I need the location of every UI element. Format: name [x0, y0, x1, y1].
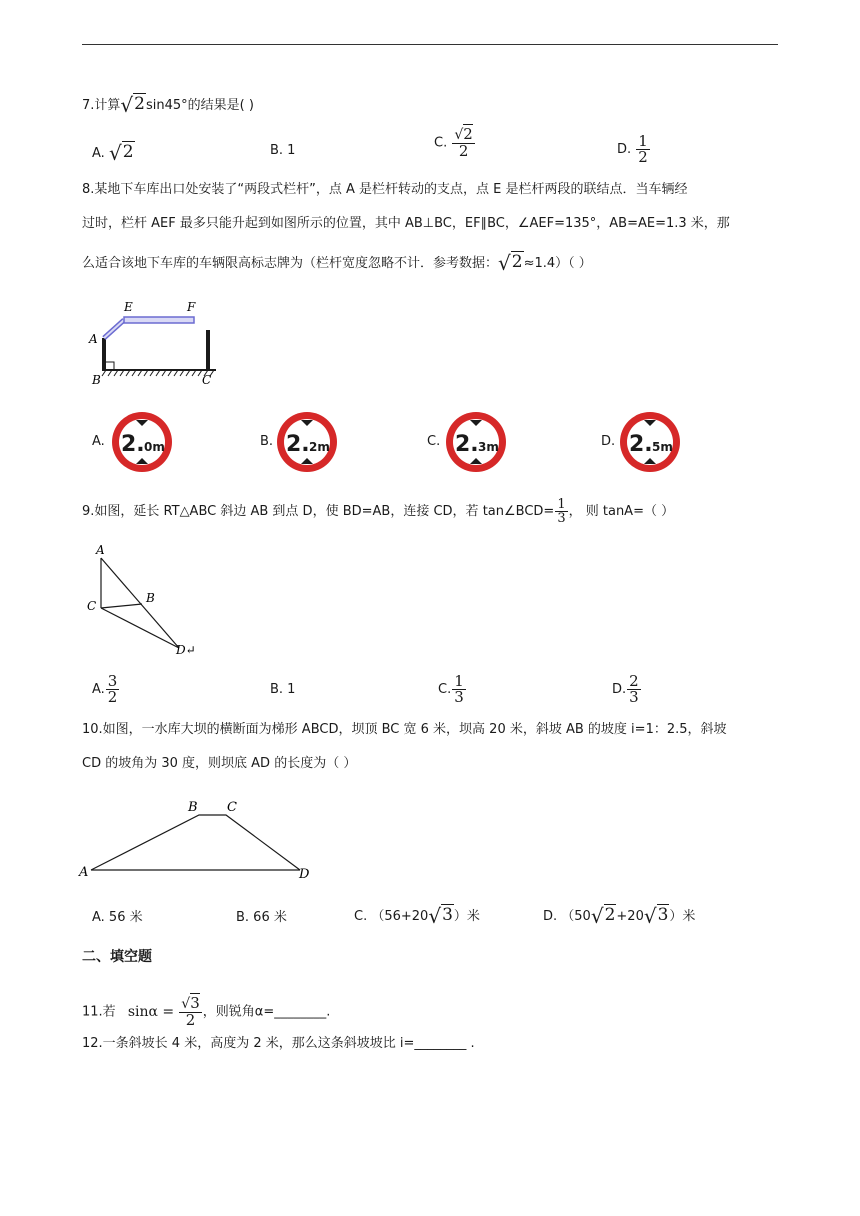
q10-label-d: D: [299, 867, 310, 882]
q10-label-a: A: [79, 865, 89, 880]
question-11: 11.若 sinα = $\frac{√3}{2}$ ，则锐角α=________.: [82, 994, 331, 1029]
q8-label-a: A: [89, 332, 98, 346]
q9-label-c: C: [87, 599, 97, 613]
q8-label-e: E: [124, 300, 133, 314]
svg-text:2.: 2.: [455, 432, 479, 457]
q7-option-b[interactable]: B. 1: [270, 143, 296, 158]
q10-option-b[interactable]: B. 66 米: [236, 910, 287, 925]
q9-option-b[interactable]: B. 1: [270, 682, 296, 697]
question-7: [82, 94, 254, 116]
q7-option-a[interactable]: A. √2: [92, 141, 134, 165]
svg-text:2.: 2.: [121, 432, 145, 457]
q8-option-d-label[interactable]: D.: [601, 434, 616, 449]
q8-label-f: F: [187, 300, 196, 314]
q8-label-c: C: [202, 373, 212, 387]
q9-label-d: D↵: [176, 643, 196, 657]
q8-option-c-sign[interactable]: [445, 411, 507, 473]
q10-line-1: 10.如图，一水库大坝的横断面为梯形 ABCD，坝顶 BC 宽 6 米，坝高 20 米，斜坡 AB 的坡度 i=1：2.5，斜坡: [82, 722, 727, 737]
q10-line-2: CD 的坡角为 30 度，则坝底 AD 的长度为（ ）: [82, 756, 357, 771]
q8-line-3: 么适合该地下车库的车辆限高标志牌为（栏杆宽度忽略不计．参考数据：√2≈1.4）（ ）: [82, 251, 592, 275]
q7-suffix: sin45°的结果是( ): [145, 98, 254, 113]
q7-radical: √2: [120, 93, 145, 117]
q8-option-b-label[interactable]: B.: [260, 434, 274, 449]
q8-option-c-label[interactable]: C.: [427, 434, 441, 449]
q9-option-c[interactable]: C. $\frac{1}{3}$: [438, 672, 464, 706]
q10-option-d[interactable]: D. （50√2+20√3）米: [543, 904, 696, 928]
question-12: 12.一条斜坡长 4 米，高度为 2 米，那么这条斜坡坡比 i=________ .: [82, 1036, 475, 1051]
q8-option-a-sign[interactable]: [111, 411, 173, 473]
q9-option-d[interactable]: D. $\frac{2}{3}$: [612, 672, 639, 706]
q8-label-b: B: [92, 373, 101, 387]
svg-text:0m: 0m: [144, 440, 165, 454]
q10-figure-trapezoid: [76, 796, 321, 888]
q10-label-b: B: [188, 800, 198, 815]
q9-option-a[interactable]: A. $\frac{3}{2}$: [92, 672, 118, 706]
q10-label-c: C: [227, 800, 237, 815]
svg-text:3m: 3m: [478, 440, 499, 454]
svg-text:2.: 2.: [629, 432, 653, 457]
q9-figure-triangle: [84, 540, 214, 660]
svg-text:2.: 2.: [286, 432, 310, 457]
q7-option-c[interactable]: C. $\frac{√2}{2}$: [434, 125, 473, 160]
header-rule: [82, 44, 778, 45]
q9-label-b: B: [146, 591, 155, 605]
svg-text:2m: 2m: [309, 440, 330, 454]
q8-figure-barrier: [84, 296, 224, 388]
question-9: 9.如图，延长 RT△ABC 斜边 AB 到点 D，使 BD=AB，连接 CD，若 tan∠BCD= $\frac{1}{3}$ ， 则 tanA=（ ）: [82, 497, 675, 526]
q8-line-2: 过时，栏杆 AEF 最多只能升起到如图所示的位置，其中 AB⊥BC，EF∥BC，∠AEF=135°，AB=AE=1.3 米，那: [82, 216, 730, 231]
q7-prefix: 7.计算: [82, 98, 121, 113]
q8-option-d-sign[interactable]: [619, 411, 681, 473]
svg-text:5m: 5m: [652, 440, 673, 454]
q9-label-a: A: [96, 543, 105, 557]
q10-option-c[interactable]: C. （56+20√3）米: [354, 904, 480, 928]
q8-option-b-sign[interactable]: [276, 411, 338, 473]
q10-option-a[interactable]: A. 56 米: [92, 910, 143, 925]
section-title-fill-blank: 二、填空题: [82, 949, 152, 965]
q8-line-1: 8.某地下车库出口处安装了“两段式栏杆”，点 A 是栏杆转动的支点，点 E 是栏杆两段的联结点．当车辆经: [82, 182, 688, 197]
q8-option-a-label[interactable]: A.: [92, 434, 105, 449]
q7-option-d[interactable]: D. $\frac{1}{2}$: [617, 132, 648, 166]
